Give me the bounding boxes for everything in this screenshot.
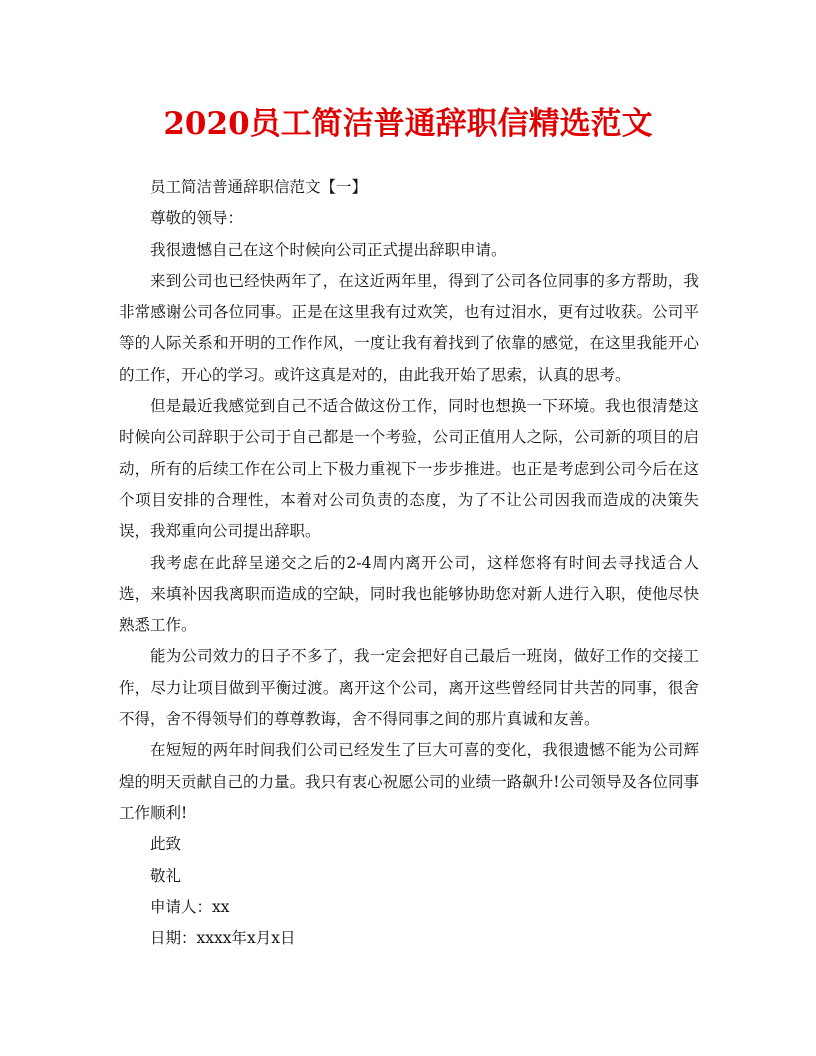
document-title: 2020员工简洁普通辞职信精选范文 [163,106,653,142]
paragraph: 能为公司效力的日子不多了，我一定会把好自己最后一班岗，做好工作的交接工作，尽力让项目做到平衡过渡。离开这个公司，离开这些曾经同甘共苦的同事，很舍不得，舍不得领导们的尊尊教诲，舍不得同事之间的那片真诚和友善。 [119,647,699,729]
paragraph: 我考虑在此辞呈递交之后的2-4周内离开公司，这样您将有时间去寻找适合人选，来填补因我离职而造成的空缺，同时我也能够协助您对新人进行入职，使他尽快熟悉工作。 [119,553,699,635]
section-heading: 员工简洁普通辞职信范文【一】 [150,178,368,196]
applicant-line: 申请人：xx [150,897,230,916]
salutation: 尊敬的领导： [150,209,244,228]
paragraph: 我很遗憾自己在这个时候向公司正式提出辞职申请。 [150,240,507,259]
paragraph: 在短短的两年时间我们公司已经发生了巨大可喜的变化，我很遗憾不能为公司辉煌的明天贡献自己的力量。我只有衷心祝愿公司的业绩一路飙升!公司领导及各位同事工作顺利! [119,741,699,822]
paragraph: 来到公司也已经快两年了，在这近两年里，得到了公司各位同事的多方帮助，我非常感谢公司各位同事。正是在这里我有过欢笑，也有过泪水，更有过收获。公司平等的人际关系和开明的工作作风，一度让我有着找到了依靠的感觉，在这里我能开心的工作，开心的学习。或许这真是对的，由此我开始了思索，认真的思考。 [119,271,699,384]
paragraph: 但是最近我感觉到自己不适合做这份工作，同时也想换一下环境。我也很清楚这时候向公司辞职于公司于自己都是一个考验，公司正值用人之际，公司新的项目的启动，所有的后续工作在公司上下极力重视下一步步推进。也正是考虑到公司今后在这个项目安排的合理性，本着对公司负责的态度，为了不让公司因我而造成的决策失误，我郑重向公司提出辞职。 [119,397,699,541]
closing-salute: 敬礼 [150,866,182,885]
document-body [119,172,699,954]
date-line: 日期：xxxx年x月x日 [150,929,296,948]
closing-line: 此致 [150,835,182,854]
